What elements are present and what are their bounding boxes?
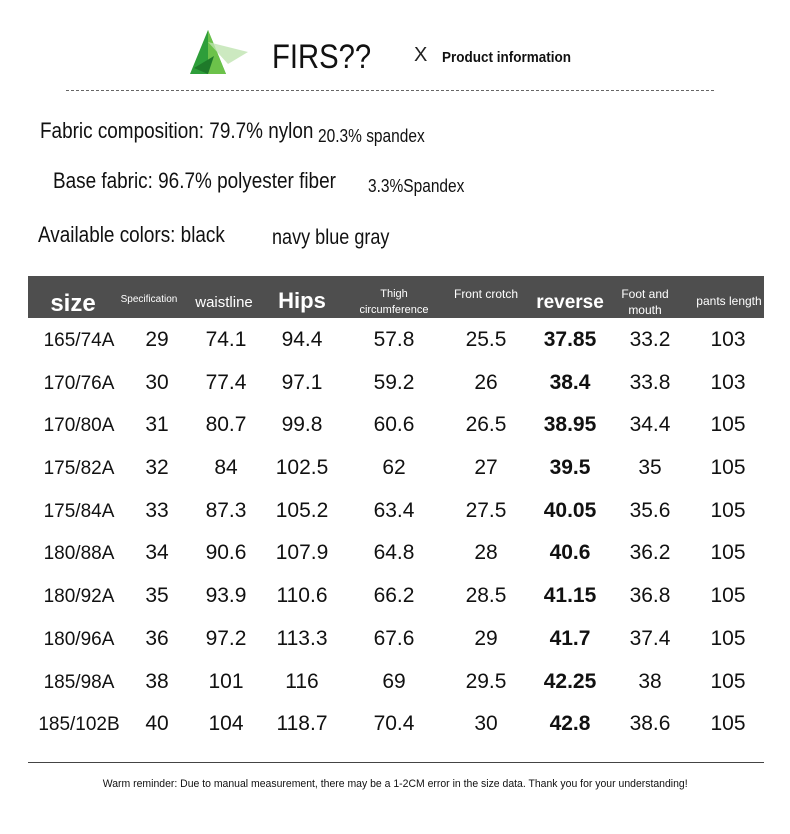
- separator-x: X: [414, 44, 428, 66]
- warm-reminder: Warm reminder: Due to manual measurement, there may be a 1-2CM error in the size data. Thank you for your understanding!: [102, 778, 688, 790]
- available-colors-extra: navy blue gray: [272, 226, 390, 249]
- table-row: 180/88A 34 90.6 107.9 64.8 28 40.6 36.2 105: [43, 541, 746, 565]
- header-hips: Hips: [278, 288, 326, 313]
- table-header: [28, 276, 764, 318]
- table-row: 185/98A 38 101 116 69 29.5 42.25 38 105: [43, 669, 746, 693]
- table-row: 165/74A 29 74.1 94.4 57.8 25.5 37.85 33.2 103: [43, 328, 746, 351]
- table-row: 185/102B 40 104 118.7 70.4 30 42.8 38.6 105: [38, 712, 746, 736]
- base-fabric-extra: 3.3%Spandex: [368, 176, 465, 196]
- header: [0, 0, 790, 90]
- header-thigh: Thigh circumference: [359, 288, 429, 316]
- table-row: 170/80A 31 80.7 99.8 60.6 26.5 38.95 34.4 105: [43, 413, 746, 437]
- table-row: 170/76A 30 77.4 97.1 59.2 26 38.4 33.8 103: [43, 370, 746, 394]
- table-row: 175/84A 33 87.3 105.2 63.4 27.5 40.05 35.6 105: [43, 498, 746, 522]
- header-reverse: reverse: [536, 292, 604, 313]
- table-row: 180/92A 35 93.9 110.6 66.2 28.5 41.15 36.8 105: [43, 584, 746, 608]
- bottom-divider: [28, 762, 764, 763]
- fabric-composition: [40, 118, 313, 144]
- brand-name: FIRS??: [272, 38, 372, 76]
- page-title: Product information: [442, 49, 571, 66]
- fabric-composition-extra: 20.3% spandex: [318, 126, 425, 146]
- header-waistline: waistline: [195, 294, 253, 311]
- tree-logo-icon: [184, 28, 248, 78]
- dashed-divider: [66, 90, 714, 91]
- header-size: size: [50, 290, 96, 317]
- fabric-composition-main: Fabric composition: 79.7% nylon: [40, 118, 314, 143]
- header-pants-length: pants length: [696, 294, 762, 308]
- header-front-crotch: Front crotch: [453, 287, 519, 301]
- base-fabric: Base fabric: 96.7% polyester fiber: [53, 168, 336, 193]
- header-foot-mouth: Foot and mouth: [621, 287, 669, 317]
- table-row: 180/96A 36 97.2 113.3 67.6 29 41.7 37.4 105: [43, 626, 746, 650]
- size-table-body: [28, 320, 764, 747]
- available-colors: Available colors: black: [38, 222, 225, 247]
- header-specification: Specification: [120, 294, 178, 305]
- table-row: 175/82A 32 84 102.5 62 27 39.5 35 105: [43, 456, 746, 480]
